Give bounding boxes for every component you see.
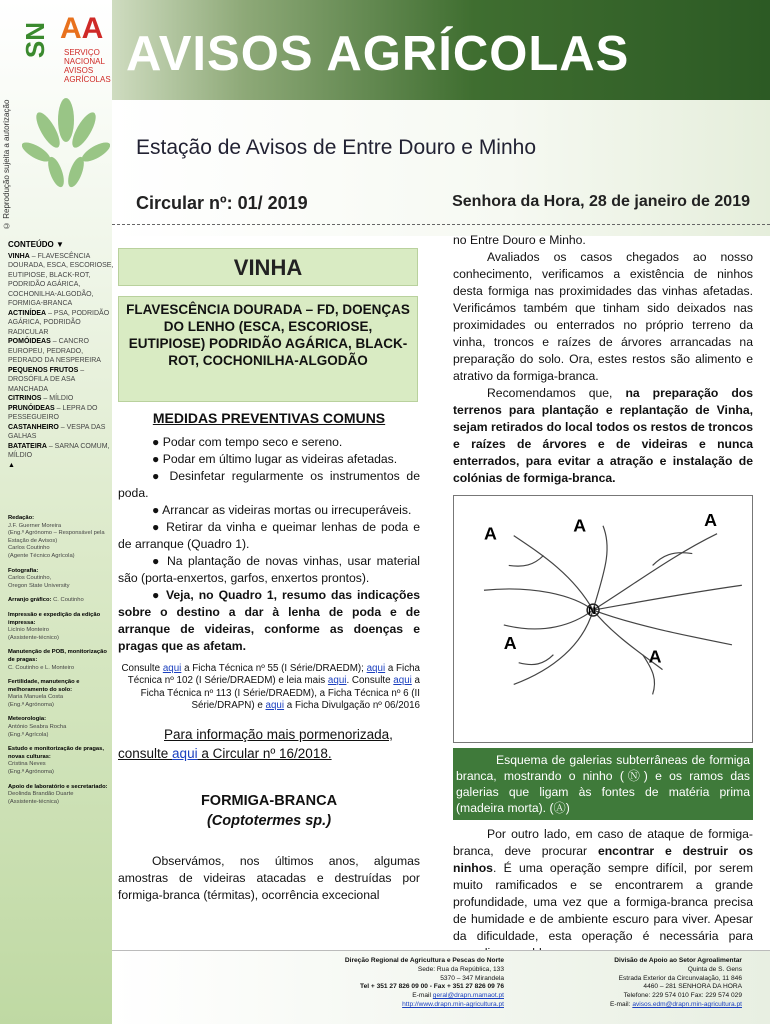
table-of-contents — [8, 240, 114, 470]
paragraph: Recomendamos que, na preparação dos terrenos para plantação e replantação de Vinha, sejam retirados do local todos os restos de troncos e raízes de árvores e de videiras e nunca enterrados, para evitar a atração e instalação de colónias de formiga-branca. — [453, 386, 754, 485]
footer-left: Direção Regional de Agricultura e Pescas do Norte Sede: Rua da República, 133 5370 – 347 Mirandela Tel + 351 27 826 09 00 - Fax + 351 27 826 09 76 E-mail geral@drapn.mamaot.pt http://www.drapn.min-agricultura.pt — [344, 957, 504, 1008]
section-title: VINHA — [118, 248, 418, 286]
paragraph: Avaliados os casos chegados ao nosso conhecimento, verificamos a existência de ninhos desta formiga nas proximidades das vinhas afetadas. Verificámos também que tinham sido deixados nas proximidades ou enterrados no próprio terreno da vinha, troncos e raízes de árvores arrancadas na preparação do solo. Ora, estes restos são alimento e atrativo da formiga-branca. — [453, 250, 753, 383]
credit-block: Fertilidade, manutenção e melhoramento do solo: Maria Manuela Costa (Eng.ª Agrónoma) — [8, 679, 80, 708]
bullet: ● Retirar da vinha e queimar lenhas de poda e de arranque (Quadro 1). — [118, 520, 420, 551]
credit-block: Manutenção de POB, monitorização de pragas: C. Coutinho e L. Monteiro — [8, 649, 107, 671]
bullet: ● Podar com tempo seco e sereno. — [152, 435, 343, 449]
source-label: A — [483, 523, 497, 544]
footer-right: Divisão de Apoio ao Setor Agroalimentar Quinta de S. Gens Estrada Exterior da Circunvalação, 11 846 4460 – 281 SENHORA DA HORA Telefone: 229 574 010 Fax: 229 574 029 E-mail: avisos.edm@drapn.min-agricultura.pt — [609, 957, 742, 1008]
website-link[interactable]: http://www.drapn.min-agricultura.pt — [402, 1000, 504, 1008]
link-aqui[interactable]: aqui — [162, 663, 182, 674]
toc-up-arrow[interactable]: ▲ — [8, 461, 15, 469]
email-link[interactable]: avisos.edm@drapn.min-agricultura.pt — [632, 1000, 742, 1008]
nest-label: N — [588, 605, 597, 618]
section-subtitle: FLAVESCÊNCIA DOURADA – FD, DOENÇAS DO LENHO (ESCA, ESCORIOSE, EUTIPIOSE) PODRIDÃO AGÁRICA, BLACK-ROT, COCHONILHA-ALGODÃO — [118, 296, 418, 402]
bullet: ● Arrancar as videiras mortas ou irrecuperáveis. — [152, 503, 412, 517]
toc-item[interactable]: PEQUENOS FRUTOS – DROSÓFILA DE ASA MANCHADA — [8, 366, 85, 393]
credit-block: Apoio de laboratório e secretariado: Deolinda Brandão Duarte (Assistente-técnica) — [8, 783, 108, 805]
logo-lines: SERVIÇO NACIONAL AVISOS AGRÍCOLAS — [64, 48, 111, 84]
termite-gallery-diagram — [453, 495, 753, 743]
divider — [112, 224, 770, 225]
link-aqui[interactable]: aqui — [265, 700, 285, 712]
link-aqui[interactable]: aqui — [366, 663, 386, 674]
credit-block: Meteorologia: António Seabra Rocha (Eng.º Agrícola) — [8, 716, 67, 738]
main-column-left — [118, 240, 420, 904]
link-aqui[interactable]: aqui — [393, 675, 412, 687]
footer — [112, 950, 770, 1024]
station-name: Estação de Avisos de Entre Douro e Minho — [136, 136, 537, 159]
paragraph: no Entre Douro e Minho. — [453, 233, 586, 247]
bullet: ● Desinfetar regularmente os instrumentos de poda. — [118, 469, 420, 500]
credit-block: Fotografia: Carlos Coutinho, Oregon State University — [8, 567, 70, 589]
toc-item[interactable]: VINHA – FLAVESCÊNCIA DOURADA, ESCA, ESCORIOSE, EUTIPIOSE, BLACK-ROT, PODRIDÃO AGÁRICA, COCHONILHA-ALGODÃO, FORMIGA-BRANCA — [8, 252, 114, 307]
credit-block: Redação: J.F. Guerner Moreira (Eng.º Agrónomo – Responsável pela Estação de Avisos) Carlos Coutinho (Agente Técnico Agrícola) — [8, 515, 105, 559]
consult-note: Consulte aqui a Ficha Técnica nº 55 (I Série/DRAEDM); aqui a Ficha Técnica nº 102 (I Série/DRAEDM) e leia mais aqui. Consulte aqui a Ficha Técnica nº 113 (I Série/DRAEDM), a Ficha Técnica nº 6 (II Série/DRAPN) e aqui a Ficha Divulgação nº 06/2016 — [121, 663, 420, 712]
toc-item[interactable]: POMÓIDEAS – CANCRO EUROPEU, PEDRADO, PEDRADO DA NESPEREIRA — [8, 338, 101, 364]
source-label: A — [704, 509, 718, 530]
main-column-right — [453, 232, 753, 962]
logo-aa: AA — [60, 12, 104, 45]
bullet: ● Podar em último lugar as videiras afetadas. — [152, 452, 398, 466]
page-title: AVISOS AGRÍCOLAS — [126, 27, 630, 81]
bullet: ● Na plantação de novas vinhas, usar material são (porta-enxertos, garfos, enxertos prontos). — [118, 554, 420, 585]
header-banner — [112, 0, 770, 236]
more-info: Para informação mais pormenorizada, consulte aqui a Circular nº 16/2018. — [118, 726, 393, 761]
credit-block: Arranjo gráfico: C. Coutinho — [8, 597, 84, 604]
reproduction-notice: © Reprodução sujeita a autorização — [2, 99, 11, 230]
logo-sn: SN — [20, 22, 50, 59]
source-label: A — [648, 646, 662, 667]
toc-item[interactable]: BATATEIRA – SARNA COMUM, MÍLDIO — [8, 442, 110, 459]
diagram-caption: Esquema de galerias subterrâneas de formiga branca, mostrando o ninho (Ⓝ) e os ramos das galerias que ligam às fontes de matéria prima (madeira morta). (Ⓐ) — [453, 748, 753, 820]
source-label: A — [573, 515, 587, 536]
sidebar — [0, 0, 112, 1024]
toc-item[interactable]: CASTANHEIRO – VESPA DAS GALHAS — [8, 423, 106, 440]
toc-heading: CONTEÚDO ▼ — [8, 240, 64, 249]
link-aqui[interactable]: aqui — [172, 745, 198, 761]
link-aqui[interactable]: aqui — [327, 675, 347, 687]
credit-block: Impressão e expedição da edição impressa: Licínio Monteiro (Assistente-técnico) — [8, 611, 101, 641]
toc-item[interactable]: CITRINOS – MÍLDIO — [8, 395, 74, 402]
snaa-logo — [20, 10, 112, 84]
toc-item[interactable]: ACTINÍDEA – PSA, PODRIDÃO AGÁRICA, PODRIDÃO RADICULAR — [8, 309, 110, 336]
measures-title: MEDIDAS PREVENTIVAS COMUNS — [152, 410, 386, 426]
formiga-title: FORMIGA-BRANCA (Coptotermes sp.) — [200, 792, 338, 829]
paragraph: Por outro lado, em caso de ataque de formiga-branca, deve procurar encontrar e destruir os ninhos. É uma operação sempre difícil, por serem muito ramificados e se encontrarem a grande profundidade, uma vez que a formiga-branca precisa de humidade e de ambiente escuro para viver. Apesar da dificuldade, esta operação é necessária para — [453, 827, 753, 943]
issue-date: Senhora da Hora, 28 de janeiro de 2019 — [452, 193, 750, 210]
leaves-icon — [22, 90, 110, 230]
toc-item[interactable]: PRUNÓIDEAS – LEPRA DO PESSEGUEIRO — [8, 404, 98, 421]
circular-number: Circular nº: 01/ 2019 — [136, 193, 308, 213]
header-band — [112, 100, 770, 236]
credit-block: Estudo e monitorização de pragas, novas culturas: Cristina Neves (Eng.ª Agrónoma) — [8, 746, 104, 776]
email-link[interactable]: geral@drapn.mamaot.pt — [432, 992, 504, 1000]
credits — [8, 515, 114, 813]
source-label: A — [503, 632, 517, 653]
paragraph: Observámos, nos últimos anos, algumas amostras de videiras atacadas e destruídas por formiga-branca (térmitas), ocorrência excecional — [118, 853, 420, 902]
bullet-highlight: ● Veja, no Quadro 1, resumo das indicações sobre o destino a dar à lenha de poda e de arranque de videiras, conforme as doenças e pragas que as afetam. — [118, 588, 420, 653]
